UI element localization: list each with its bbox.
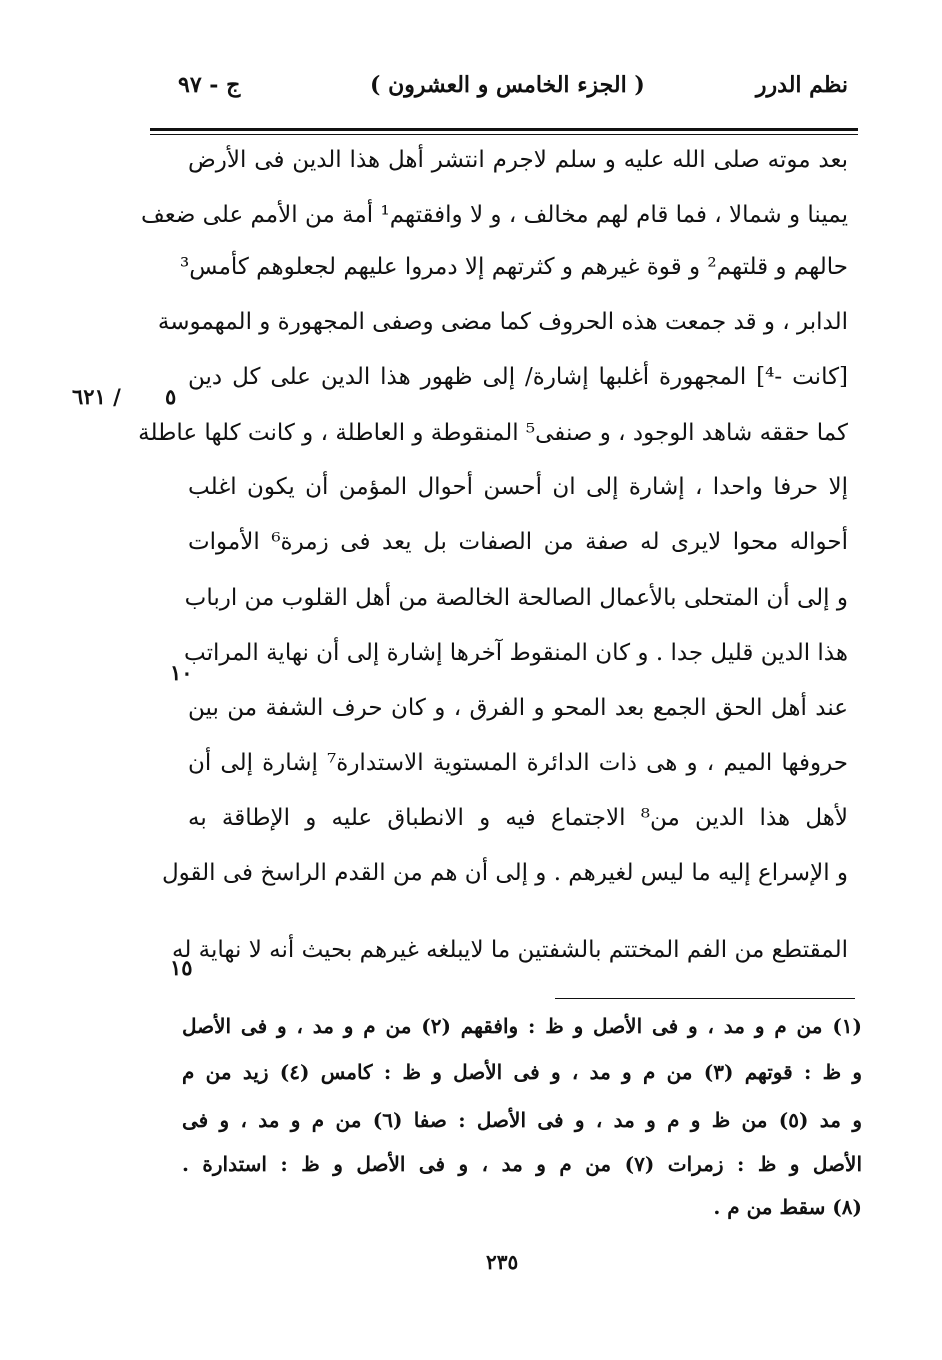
text-line-6: كما حققه شاهد الوجود ، و صنفى⁵ المنقوطة و العاطلة ، و كانت كلها عاطلة [138, 420, 848, 446]
text-line-8: أحواله محوا لايرى له صفة من الصفات بل يعد فى زمرة⁶ الأموات [188, 529, 848, 555]
footnote-line-1: (١) من م و مد ، و فى الأصل و ظ : وافقهم (٢) من م و مد ، و فى الأصل [182, 1014, 862, 1038]
text-line-15: المقتطع من الفم المختتم بالشفتين ما لايبلغه غيرهم بحيث أنه لا نهاية له [172, 937, 848, 963]
text-line-7: إلا حرفا واحدا ، إشارة إلى ان أحسن أحوال المؤمن أن يكون اغلب [188, 474, 848, 500]
text-line-9: و إلى أن المتحلى بالأعمال الصالحة الخالصة من أهل القلوب من ارباب [184, 585, 848, 611]
text-line-5: [كانت -⁴] المجهورة أغلبها إشارة/ إلى ظهور هذا الدين على كل دين [188, 364, 848, 390]
line-number-10: ١٠ [170, 660, 193, 685]
volume-title: ( الجزء الخامس و العشرون ) [370, 72, 645, 98]
text-line-2: يمينا و شمالا ، فما قام لهم مخالف ، و لا وافقتهم¹ أمة من الأمم على ضعف [140, 202, 848, 228]
line-number-15: ١٥ [170, 955, 193, 980]
folio-reference: ٦٢١ / [72, 384, 121, 409]
line-number-5: ٥ [165, 384, 177, 409]
text-line-4: الدابر ، و قد جمعت هذه الحروف كما مضى وصفى المجهورة و المهموسة [157, 309, 848, 335]
header-rule-thin [150, 134, 858, 135]
text-line-14: و الإسراع إليه ما ليس لغيرهم . و إلى أن هم من القدم الراسخ فى القول [161, 860, 848, 886]
text-line-1: بعد موته صلى الله عليه و سلم لاجرم انتشر أهل هذا الدين فى الأرض [188, 147, 848, 173]
footnote-line-5: (٨) سقط من م . [713, 1195, 862, 1219]
footnote-line-2: و ظ : قوتهم (٣) من م و مد ، و فى الأصل و ظ : كامس (٤) زيد من م [182, 1060, 863, 1084]
footnote-rule [555, 998, 855, 999]
text-line-3: حالهم و قلتهم² و قوة غيرهم و كثرتهم إلا دمروا عليهم لجعلوهم كأمس³ [180, 254, 848, 280]
page-number: ٢٣٥ [486, 1250, 519, 1274]
text-line-12: حروفها الميم ، و هى ذات الدائرة المستوية الاستدارة⁷ إشارة إلى أن [188, 750, 848, 776]
footnote-line-3: و مد (٥) من ظ و م و مد ، و فى الأصل : صفا (٦) من م و مد ، و فى [182, 1108, 862, 1132]
footnote-line-4: الأصل و ظ : زمرات (٧) من م و مد ، و فى الأصل و ظ : استدارة . [182, 1152, 862, 1176]
header-rule-thick [150, 128, 858, 131]
running-title: نظم الدرر [755, 72, 848, 98]
text-line-13: لأهل هذا الدين من⁸ الاجتماع فيه و الانطباق عليه و الإطاقة به [188, 805, 848, 831]
text-line-11: عند أهل الحق الجمع بعد المحو و الفرق ، و كان حرف الشفة من بين [188, 695, 848, 721]
volume-ref: ج - ٩٧ [178, 72, 241, 98]
text-line-10: هذا الدين قليل جدا . و كان المنقوط آخرها إشارة إلى أن نهاية المراتب [184, 640, 848, 666]
